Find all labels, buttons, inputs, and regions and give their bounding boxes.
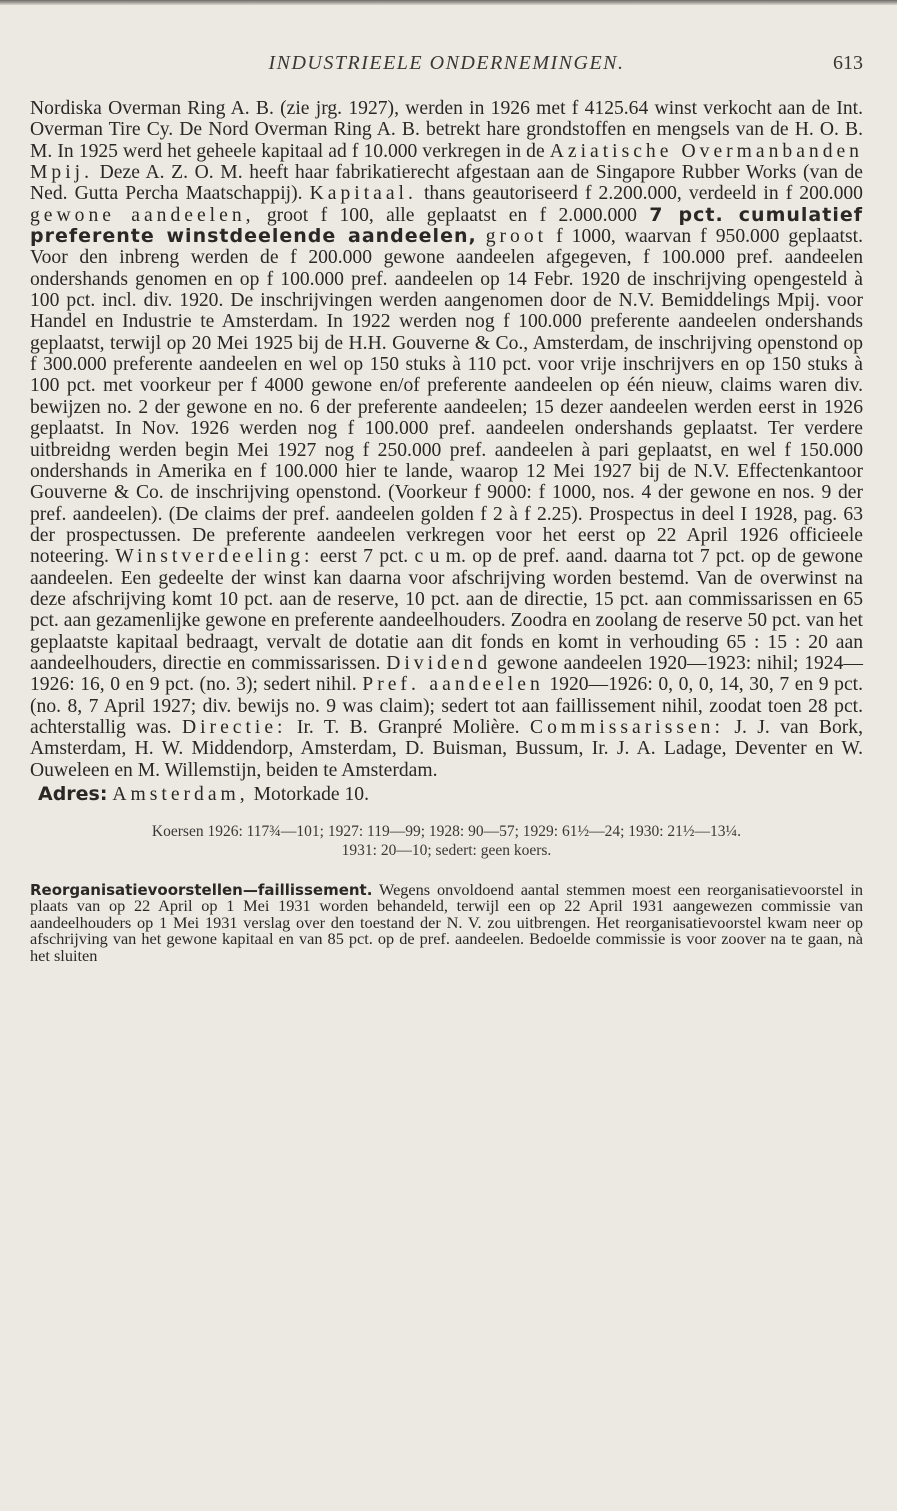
text-segment: Nordiska Overman Ring A. B. (zie jrg. 1927), werden in 1926 met f 4125.64 winst verkocht aan de Int. Overman Tire Cy. De Nord Overman Ring A. B. betrekt hare grondstoffen en mengsels van de H. O. B. M. In 1925 werd het geheele kapitaal ad f 10.000 verkregen in de — [30, 98, 863, 162]
reorganisation-paragraph — [30, 882, 863, 964]
running-title: INDUSTRIEELE ONDERNEMINGEN. — [268, 52, 625, 74]
reorganisation-title: Reorganisatievoorstellen—faillissement. — [30, 881, 373, 899]
page-header — [30, 52, 863, 86]
section-label-winstverdeeling: Winstverdeeling: — [115, 546, 314, 568]
section-label-kapitaal: Kapitaal. — [309, 183, 417, 205]
address-label: Adres: — [38, 783, 108, 805]
spaced-term-groot: groot — [485, 226, 548, 248]
section-label-directie: Directie: — [181, 716, 287, 738]
spaced-term-aziatische: Aziatische Overmanbanden Mpij. — [30, 140, 863, 184]
text-segment: groot f 100, alle geplaatst en f 2.000.000 — [266, 204, 637, 226]
spaced-term-gewone: gewone aandeelen, — [30, 204, 255, 226]
section-label-commissarissen: Commissarissen: — [530, 716, 724, 738]
text-segment: Ir. T. B. Granpré Molière. — [296, 716, 520, 738]
text-segment: thans geautoriseerd f 2.200.000, verdeeld in f 200.000 — [423, 183, 863, 205]
text-segment: Deze A. Z. O. M. heeft haar fabrikatierecht afgestaan aan de Singapore Rubber Works (van de Ned. Gutta Percha Maatschappij). — [30, 162, 863, 205]
reorganisation-text: Wegens onvoldoend aantal stemmen moest een reorganisatievoorstel in plaats van op 22 April op 1 Mei 1931 worden behandeld, terwijl een op 22 April 1931 aangewezen commissie van aandeelhouders op 1 Mei 1931 verslag over den toestand der N. V. zou uitbrengen. Het reorganisatievoorstel kwam neer op afschrijving van het gewone kapitaal en van 85 pct. op de pref. aandeelen. Bedoelde commissie is voor zoover na te gaan, nà het sluiten — [30, 880, 863, 965]
text-segment: 1920—1926: 0, 0, 0, 14, 30, 7 en 9 pct. (no. 8, 7 April 1927; div. bewijs no. 9 was claim); sedert tot aan faillissement nihil, zoodat toen 28 pct. achterstallig was. — [30, 674, 864, 738]
section-label-dividend: Dividend — [386, 652, 492, 674]
koersen-line-1: Koersen 1926: 117¾—101; 1927: 119—99; 1928: 90—57; 1929: 61½—24; 1930: 21½—13¼. — [151, 823, 742, 840]
address-street: Motorkade 10. — [253, 784, 369, 805]
text-segment: eerst 7 pct. c u m. op de pref. aand. daarna tot 7 pct. op de gewone aandeelen. Een gedeelte der winst kan daarna voor afschrijving worden bestemd. Van de overwinst na deze afschrijving komt 10 pct. aan de reserve, 10 pct. aan de directie, 15 pct. aan commissarissen en 65 pct. aan gezamenlijke gewone en preferente aandeelhouders. Zoodra en zoolang de reserve 50 pct. van het geplaatste kapitaal bedraagt, vervalt de dotatie aan dit fonds en komt in verhouding 65 : 15 : 20 aan aandeelhouders, directie en commissarissen. — [30, 546, 863, 674]
page-edge-shadow — [0, 0, 897, 5]
text-segment: J. J. van Bork, Amsterdam, H. W. Middendorp, Amsterdam, D. Buisman, Bussum, Ir. J. A. Ladage, Deventer en W. Ouweleen en M. Willemstijn, beiden te Amsterdam. — [30, 716, 863, 781]
address-city: Amsterdam, — [112, 784, 249, 805]
koersen-block — [30, 822, 863, 860]
koersen-line-2: 1931: 20—10; sedert: geen koers. — [341, 842, 552, 859]
text-segment: f 1000, waarvan f 950.000 geplaatst. Voor den inbreng werden de f 200.000 gewone aandeelen afgegeven, f 100.000 pref. aandeelen ondershands genomen en op f 100.000 pref. aandeelen op 14 Febr. 1920 de inschrijving opengesteld à 100 pct. incl. div. 1920. De inschrijvingen werden aangenomen door de N.V. Bemiddelings Mpij. voor Handel en Industrie te Amsterdam. In 1922 werden nog f 100.000 preferente aandeelen ondershands geplaatst, terwijl op 20 Mei 1925 bij de H.H. Gouverne & Co., Amsterdam, de inschrijving openstond op f 300.000 preferente aandeelen en wel op 150 stuks à 110 pct. voor vrije inschrijvers en op 150 stuks à 100 pct. met voorkeur per f 4000 gewone en/of preferente aandeelen op één nieuw, claims waren div. bewijzen no. 2 der gewone en no. 6 der preferente aandeelen; 15 dezer aandeelen werden eerst in 1926 geplaatst. In Nov. 1926 werden nog f 100.000 pref. aandeelen ondershands geplaatst. Ter verdere uitbreidng werden begin Mei 1927 nog f 250.000 pref. aandeelen à pari geplaatst, en wel f 150.000 ondershands in Amerika en f 100.000 hier te lande, waarop 12 Mei 1927 bij de N.V. Effectenkantoor Gouverne & Co. de inschrijving openstond. (Voorkeur f 9000: f 1000, nos. 4 der gewone en nos. 9 der pref. aandeelen). (De claims der pref. aandeelen golden f 2 à f 2.25). Prospectus in deel I 1928, pag. 63 der prospectussen. De preferente aandeelen verkregen voor het eerst op 22 April 1926 officieele noteering. — [30, 226, 863, 568]
text-segment: gewone aandeelen 1920—1923: nihil; 1924—1926: 16, 0 en 9 pct. (no. 3); sedert nihil. — [30, 652, 863, 696]
address-line — [38, 783, 863, 806]
section-label-pref-aandeelen: Pref. aandeelen — [362, 674, 544, 696]
page-number: 613 — [833, 52, 863, 74]
bold-term-preferente: 7 pct. cumulatief preferente winstdeelende aandeelen, — [30, 203, 863, 248]
company-entry-text — [30, 98, 863, 781]
